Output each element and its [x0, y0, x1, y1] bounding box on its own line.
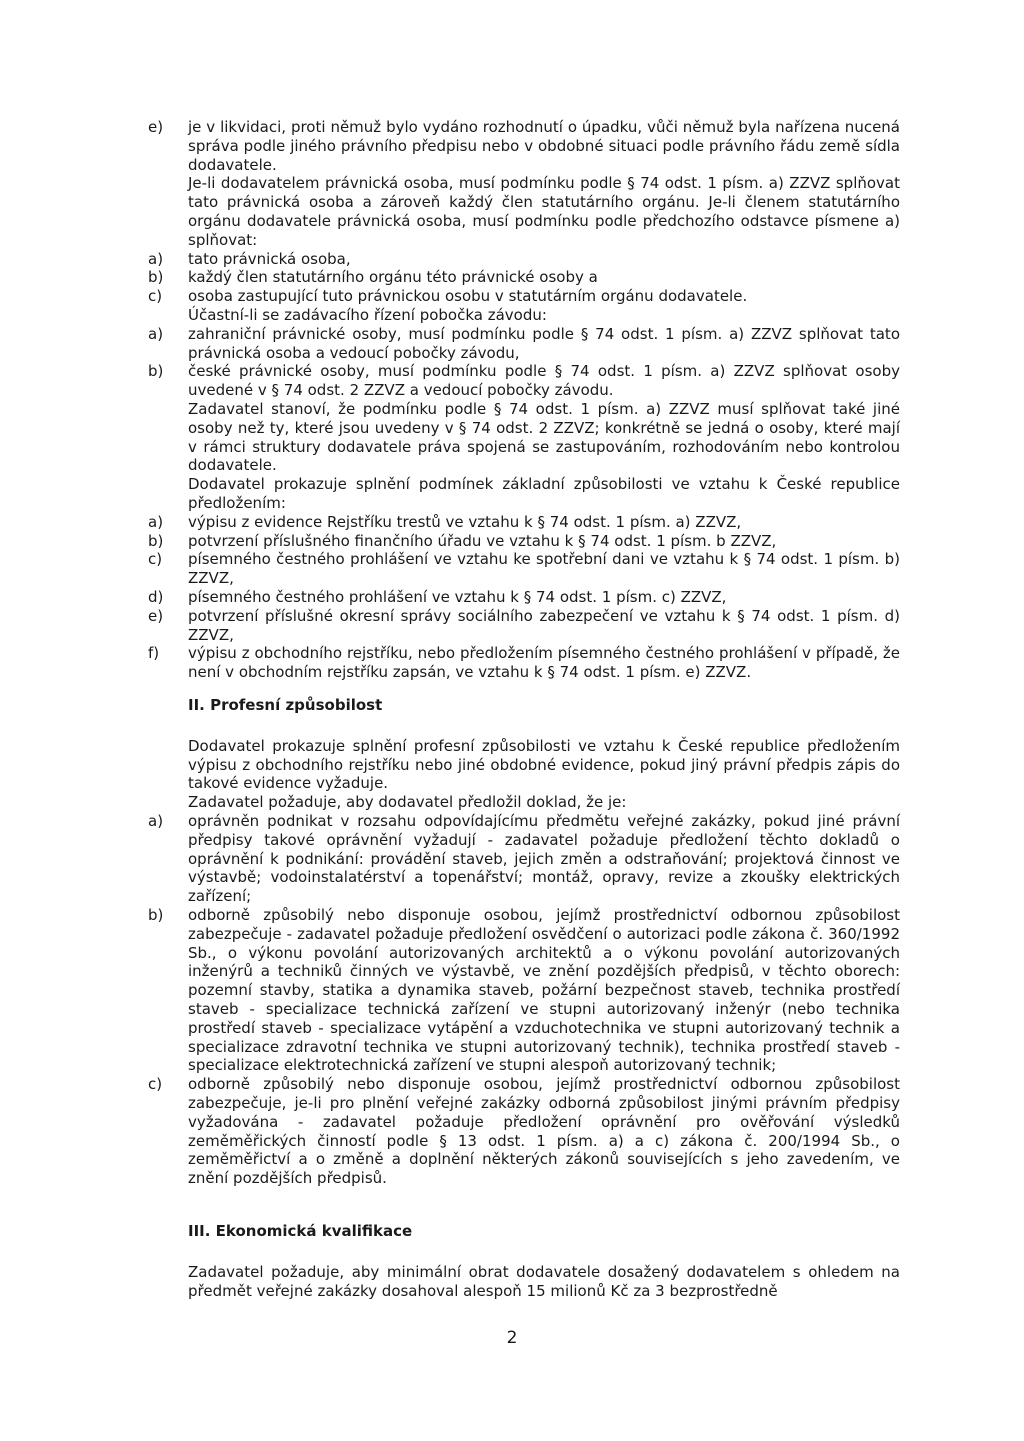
professional-qualification-list [148, 737, 900, 1188]
list-item [148, 793, 900, 812]
item-label: b) [148, 905, 164, 924]
list-item [148, 906, 900, 1075]
item-text: výpisu z obchodního rejstříku, nebo předložením písemného čestného prohlášení v případě, že není v obchodním rejstříku zapsán, ve vztahu k § 74 odst. 1 písm. e) ZZVZ. [188, 644, 900, 682]
item-label: d) [148, 587, 164, 606]
item-text: české právnické osoby, musí podmínku podle § 74 odst. 1 písm. a) ZZVZ splňovat osoby uvedené v § 74 odst. 2 ZZVZ a vedoucí pobočky závodu. [188, 362, 900, 400]
list-item [148, 475, 900, 513]
item-text: Zadavatel stanoví, že podmínku podle § 74 odst. 1 písm. a) ZZVZ musí splňovat také jiné osoby než ty, které jsou uvedeny v § 74 odst. 2 ZZVZ; konkrétně se jedná o osoby, které mají v rámci struktury dodavatele práva spojená se zastupováním, rozhodováním nebo kontrolou dodavatele. [188, 399, 900, 475]
item-text: každý člen statutárního orgánu této právnické osoby a [188, 268, 598, 287]
item-text: zahraniční právnické osoby, musí podmínku podle § 74 odst. 1 písm. a) ZZVZ splňovat tato právnická osoba a vedoucí pobočky závodu, [188, 324, 900, 362]
item-text: odborně způsobilý nebo disponuje osobou, jejímž prostřednictví odbornou způsobilost zabezpečuje - zadavatel požaduje předložení osvědčení o autorizaci podle zákona č. 360/1992 Sb., o výkonu povolání autorizovaných architektů a o výkonu povolání autorizovaných inženýrů a techniků činných ve výstavbě, ve znění pozdějších předpisů, v těchto oborech: pozemní stavby, statika a dynamika staveb, požární bezpečnost staveb, technika prostředí staveb - specializace technická zařízení ve stupni autorizovaný inženýr (nebo technika prostředí staveb - specializace vytápění a vzduchotechnika ve stupni autorizovaný technik a specializace zdravotní technika ve stupni autorizovaný technik), technika prostředí staveb - specializace elektrotechnická zařízení ve stupni alespoň autorizovaný technik; [188, 905, 900, 1075]
item-label: e) [148, 118, 164, 136]
list-item [148, 737, 900, 793]
list-item [148, 400, 900, 475]
item-text: Je-li dodavatelem právnická osoba, musí podmínku podle § 74 odst. 1 písm. a) ZZVZ splňovat tato právnická osoba a zároveň každý člen statutárního orgánu. Je-li členem statutárního orgánu dodavatele právnická osoba, musí podmínku podle předchozího odstavce písmene a) splňovat: [188, 174, 900, 249]
item-label: b) [148, 362, 164, 381]
list-item [148, 812, 900, 906]
item-label: c) [148, 287, 163, 306]
item-label [148, 793, 188, 812]
page-number: 2 [506, 1328, 518, 1348]
list-item [148, 325, 900, 363]
item-text: oprávněn podnikat v rozsahu odpovídajícímu předmětu veřejné zakázky, pokud jiné právní předpisy takové oprávnění vyžadují - zadavatel požaduje předložení těchto dokladů o oprávnění k podnikání: provádění staveb, jejich změn a odstraňování; projektová činnost ve výstavbě; vodoinstalatérství a topenářství; montáž, opravy, revize a zkoušky elektrických zařízení; [188, 811, 900, 906]
item-label [148, 174, 188, 249]
item-text: výpisu z evidence Rejstříku trestů ve vztahu k § 74 odst. 1 písm. a) ZZVZ, [188, 512, 742, 531]
item-label: a) [148, 811, 164, 830]
item-text: písemného čestného prohlášení ve vztahu k § 74 odst. 1 písm. c) ZZVZ, [188, 587, 727, 606]
list-item [148, 250, 900, 269]
item-label [148, 400, 188, 475]
list-item [148, 550, 900, 588]
item-label: b) [148, 531, 164, 550]
list-item [148, 306, 900, 325]
section-heading: III. Ekonomická kvalifikace [188, 1222, 413, 1240]
item-text: písemného čestného prohlášení ve vztahu ke spotřební dani ve vztahu k § 74 odst. 1 písm. b) ZZVZ, [188, 550, 900, 588]
item-label [148, 306, 188, 325]
item-text: tato právnická osoba, [188, 249, 351, 268]
item-text: Dodavatel prokazuje splnění profesní způsobilosti ve vztahu k České republice předložením výpisu z obchodního rejstříku nebo jiné obdobné evidence, pokud jiný právní předpis zápis do takové evidence vyžaduje. [188, 736, 900, 793]
item-label: f) [148, 644, 160, 663]
list-item [148, 174, 900, 249]
list-item [148, 644, 900, 682]
list-item [148, 118, 900, 174]
item-label: c) [148, 550, 163, 569]
item-text: je v likvidaci, proti němuž bylo vydáno rozhodnutí o úpadku, vůči němuž byla nařízena nucená správa podle jiného právního předpisu nebo v obdobné situaci podle právního řádu země sídla dodavatele. [188, 118, 900, 174]
list-item [148, 588, 900, 607]
item-label [148, 737, 188, 793]
item-text: Dodavatel prokazuje splnění podmínek základní způsobilosti ve vztahu k České republice předložením: [188, 475, 900, 512]
paragraph: Zadavatel požaduje, aby minimální obrat dodavatele dosažený dodavatelem s ohledem na předmět veřejné zakázky dosahoval alespoň 15 milionů Kč za 3 bezprostředně [188, 1262, 900, 1300]
list-item [148, 362, 900, 400]
item-text: osoba zastupující tuto právnickou osobu v statutárním orgánu dodavatele. [188, 287, 748, 306]
item-label: a) [148, 324, 164, 343]
list-item [148, 1075, 900, 1188]
item-text: potvrzení příslušného finančního úřadu ve vztahu k § 74 odst. 1 písm. b ZZVZ, [188, 531, 777, 550]
list-item [148, 607, 900, 645]
item-label [148, 475, 188, 513]
item-label: a) [148, 249, 164, 268]
item-text: Účastní-li se zadávacího řízení pobočka závodu: [188, 305, 547, 324]
section-professional-qualification [148, 696, 900, 1188]
list-item [148, 268, 900, 287]
section-heading: II. Profesní způsobilost [188, 696, 383, 714]
item-label: a) [148, 512, 164, 531]
item-label: c) [148, 1075, 163, 1094]
list-item [148, 532, 900, 551]
list-item [148, 287, 900, 306]
item-text: Zadavatel požaduje, aby dodavatel předložil doklad, že je: [188, 793, 627, 812]
list-item [148, 513, 900, 532]
item-label: e) [148, 606, 164, 625]
item-label: b) [148, 268, 164, 287]
item-text: potvrzení příslušné okresní správy sociálního zabezpečení ve vztahu k § 74 odst. 1 písm. d) ZZVZ, [188, 606, 900, 644]
basic-qualification-list [148, 118, 900, 682]
section-economic-qualification [148, 1222, 900, 1300]
item-text: odborně způsobilý nebo disponuje osobou, jejímž prostřednictví odbornou způsobilost zabezpečuje, je-li pro plnění veřejné zakázky odborná způsobilost jinými právním předpisy vyžadována - zadavatel požaduje předložení oprávnění pro ověřování výsledků zeměměřických činností podle § 13 odst. 1 písm. a) a c) zákona č. 200/1994 Sb., o zeměměřictví a o změně a doplnění některých zákonů souvisejících s jeho zavedením, ve znění pozdějších předpisů. [188, 1075, 900, 1188]
